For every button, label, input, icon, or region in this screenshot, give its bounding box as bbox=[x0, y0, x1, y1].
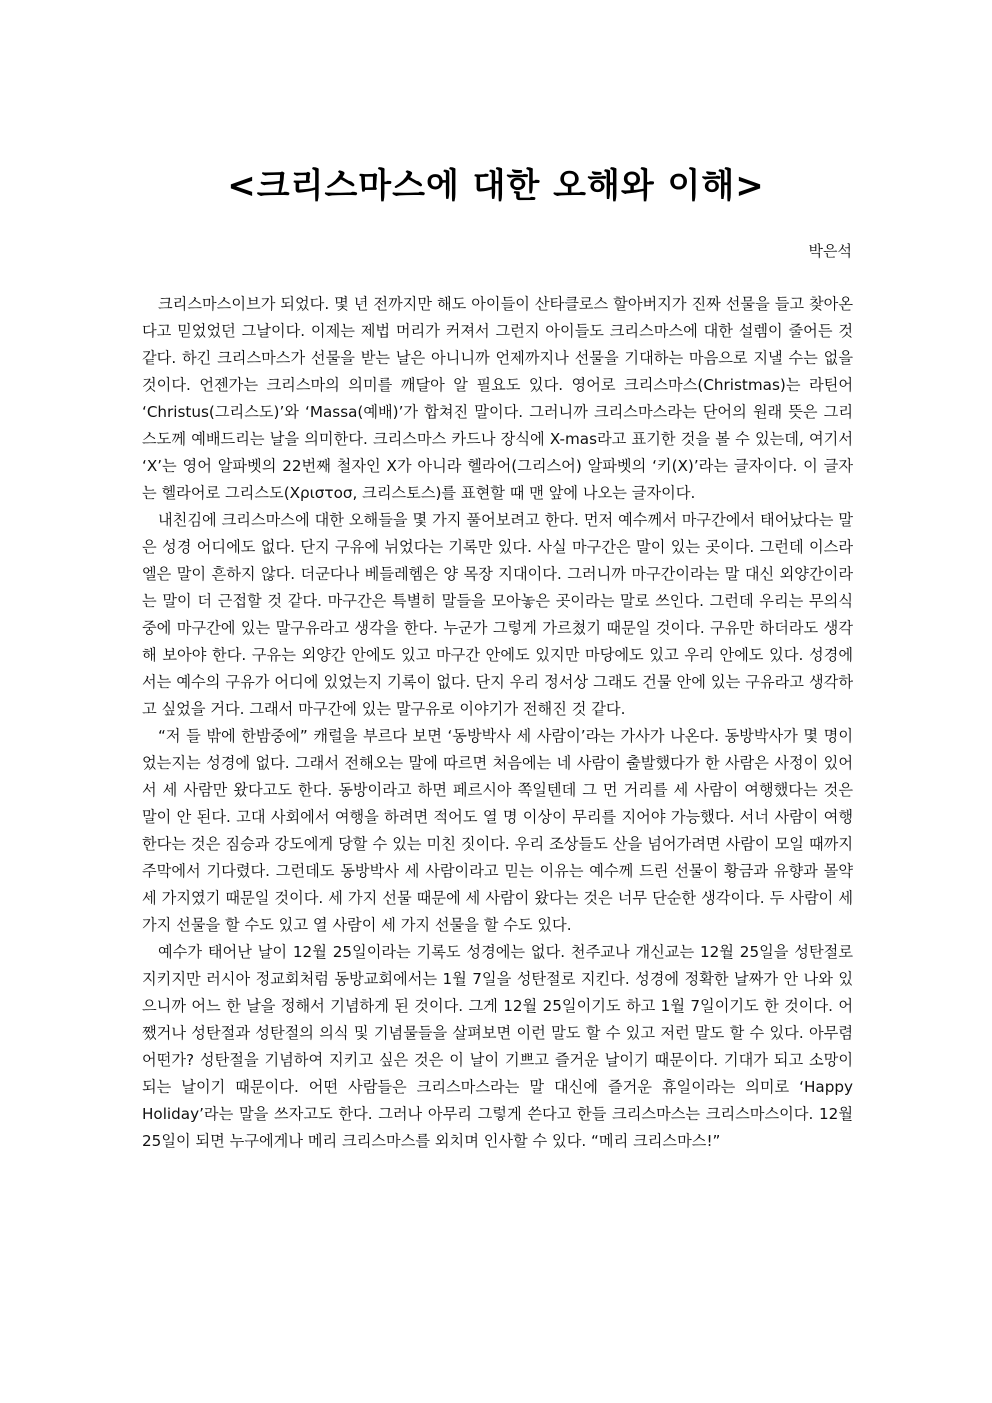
paragraph: 예수가 태어난 날이 12월 25일이라는 기록도 성경에는 없다. 천주교나 개신교는 12월 25일을 성탄절로 지키지만 러시아 정교회처럼 동방교회에서는 1월 7일을 성탄절로 지킨다. 성경에 정확한 날짜가 안 나와 있으니까 어느 한 날을 정해서 기념하게 된 것이다. 그게 12월 25일이기도 하고 1월 7일이기도 한 것이다. 어쨌거나 성탄절과 성탄절의 의식 및 기념물들을 살펴보면 이런 말도 할 수 있고 저런 말도 할 수 있다. 아무렴 어떤가? 성탄절을 기념하여 지키고 싶은 것은 이 날이 기쁘고 즐거운 날이기 때문이다. 기대가 되고 소망이 되는 날이기 때문이다. 어떤 사람들은 크리스마스라는 말 대신에 즐거운 휴일이라는 의미로 ‘Happy Holiday’라는 말을 쓰자고도 한다. 그러나 아무리 그렇게 쓴다고 한들 크리스마스는 크리스마스이다. 12월 25일이 되면 누구에게나 메리 크리스마스를 외치며 인사할 수 있다. “메리 크리스마스!” bbox=[142, 943, 853, 1150]
paragraph: 크리스마스이브가 되었다. 몇 년 전까지만 해도 아이들이 산타클로스 할아버지가 진짜 선물을 들고 찾아온다고 믿었었던 그날이다. 이제는 제법 머리가 커져서 그런지 아이들도 크리스마스에 대한 설렘이 줄어든 것 같다. 하긴 크리스마스가 선물을 받는 날은 아니니까 언제까지나 선물을 기대하는 마음으로 지낼 수는 없을 것이다. 언젠가는 크리스마의 의미를 깨달아 알 필요도 있다. 영어로 크리스마스(Christmas)는 라틴어 ‘Christus(그리스도)’와 ‘Massa(예배)’가 합쳐진 말이다. 그러니까 크리스마스라는 단어의 원래 뜻은 그리스도께 예배드리는 날을 의미한다. 크리스마스 카드나 장식에 X-mas라고 표기한 것을 볼 수 있는데, 여기서 ‘X’는 영어 알파벳의 22번째 철자인 X가 아니라 헬라어(그리스어) 알파벳의 ‘키(X)’라는 글자이다. 이 글자는 헬라어로 그리스도(Χριστοσ, 크리스토스)를 표현할 때 맨 앞에 나오는 글자이다. bbox=[142, 295, 853, 502]
author-name: 박은석 bbox=[808, 242, 852, 260]
page-title: <크리스마스에 대한 오해와 이해> bbox=[227, 166, 765, 206]
document-body bbox=[142, 291, 853, 1155]
paragraph: 내친김에 크리스마스에 대한 오해들을 몇 가지 풀어보려고 한다. 먼저 예수께서 마구간에서 태어났다는 말은 성경 어디에도 없다. 단지 구유에 뉘었다는 기록만 있다. 사실 마구간은 말이 있는 곳이다. 그런데 이스라엘은 말이 흔하지 않다. 더군다나 베들레헴은 양 목장 지대이다. 그러니까 마구간이라는 말 대신 외양간이라는 말이 더 근접할 것 같다. 마구간은 특별히 말들을 모아놓은 곳이라는 말로 쓰인다. 그런데 우리는 무의식중에 마구간에 있는 말구유라고 생각을 한다. 누군가 그렇게 가르쳤기 때문일 것이다. 구유만 하더라도 생각해 보아야 한다. 구유는 외양간 안에도 있고 마구간 안에도 있지만 마당에도 있고 우리 안에도 있다. 성경에서는 예수의 구유가 어디에 있었는지 기록이 없다. 단지 우리 정서상 그래도 건물 안에 있는 구유라고 생각하고 싶었을 거다. 그래서 마구간에 있는 말구유로 이야기가 전해진 것 같다. bbox=[142, 511, 853, 718]
paragraph: “저 들 밖에 한밤중에” 캐럴을 부르다 보면 ‘동방박사 세 사람이’라는 가사가 나온다. 동방박사가 몇 명이었는지는 성경에 없다. 그래서 전해오는 말에 따르면 처음에는 네 사람이 출발했다가 한 사람은 사정이 있어서 세 사람만 왔다고도 한다. 동방이라고 하면 페르시아 쪽일텐데 그 먼 거리를 세 사람이 여행했다는 것은 말이 안 된다. 고대 사회에서 여행을 하려면 적어도 열 명 이상이 무리를 지어야 가능했다. 서너 사람이 여행한다는 것은 짐승과 강도에게 당할 수 있는 미친 짓이다. 우리 조상들도 산을 넘어가려면 사람이 모일 때까지 주막에서 기다렸다. 그런데도 동방박사 세 사람이라고 믿는 이유는 예수께 드린 선물이 황금과 유향과 몰약 세 가지였기 때문일 것이다. 세 가지 선물 때문에 세 사람이 왔다는 것은 너무 단순한 생각이다. 두 사람이 세 가지 선물을 할 수도 있고 열 사람이 세 가지 선물을 할 수도 있다. bbox=[142, 727, 853, 934]
